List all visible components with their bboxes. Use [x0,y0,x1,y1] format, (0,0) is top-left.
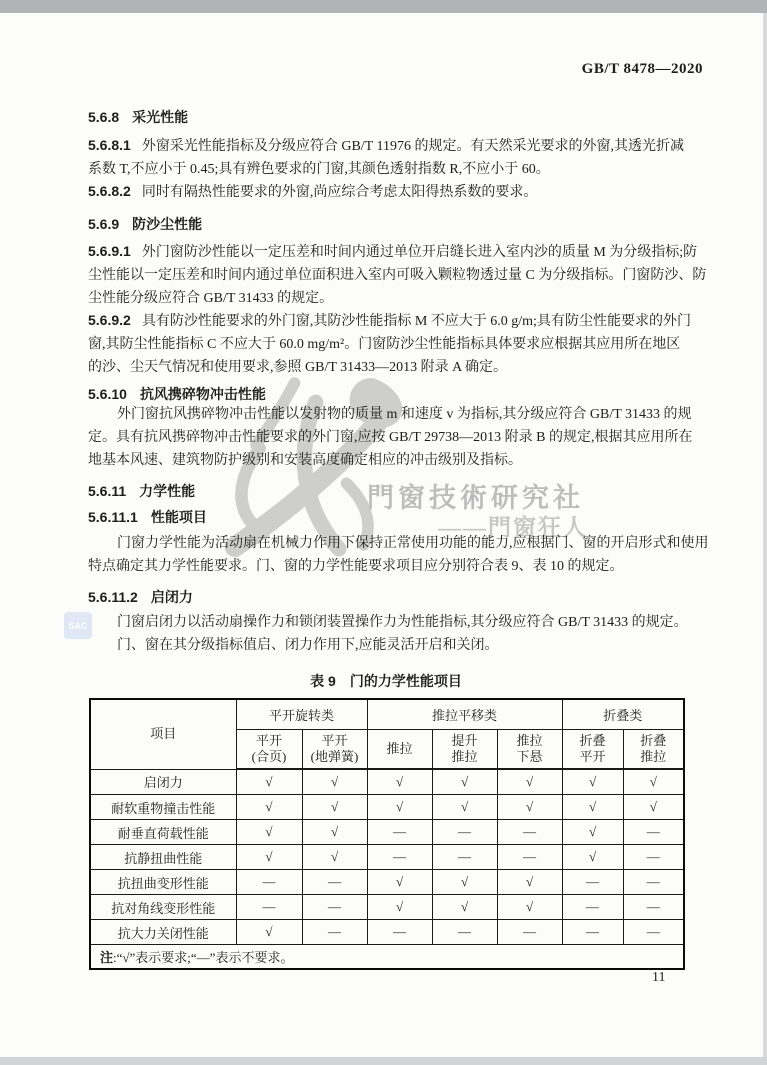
clause-text: 外门窗防沙性能以一定压差和时间内通过单位开启缝长进入室内沙的质量 M 为分级指标;防 [141,245,698,260]
row-label: 抗静扭曲性能 [90,845,236,870]
mark-cell: √ [623,769,684,795]
mark-cell: — [623,820,684,845]
mark-cell: √ [562,795,623,820]
col-group-hinged: 平开旋转类 [236,699,367,730]
mark-cell: √ [623,795,684,820]
text-line: 外门窗抗风携碎物冲击性能以发射物的质量 m 和速度 v 为指标,其分级应符合 GB/T 31433 的规 [117,407,692,422]
mark-cell: √ [367,870,432,895]
table-row [90,820,684,845]
mark-cell: — [236,895,302,920]
clause-5-6-8-2 [88,180,537,204]
heading-title: 性能项目 [150,509,207,525]
mark-cell: — [367,845,432,870]
text-line [88,309,691,333]
heading-5-6-8 [88,107,188,127]
standard-number: GB/T 8478—2020 [581,61,703,77]
table9 [89,698,685,970]
mark-cell: √ [236,845,302,870]
mark-cell: √ [562,820,623,845]
mark-cell: √ [367,895,432,920]
row-label: 抗大力关闭性能 [90,920,236,945]
table-row [90,769,684,795]
table-row [90,895,684,920]
col-group-folding: 折叠类 [562,699,684,730]
text-line: 特点确定其力学性能要求。门、窗的力学性能要求项目应分别符合表 9、表 10 的规定。 [88,559,624,574]
mark-cell: — [497,845,562,870]
clause-5-6-9-2 [88,309,691,379]
mark-cell: √ [302,845,367,870]
col-group-sliding: 推拉平移类 [367,699,562,730]
clause-number: 5.6.9.2 [88,312,131,328]
heading-number: 5.6.11.2 [88,589,138,605]
mark-cell: √ [497,870,562,895]
mark-cell: — [562,920,623,945]
mark-cell: √ [367,795,432,820]
table9-caption: 门的力学性能项目 [349,673,462,689]
col-header: 平开 (地弹簧) [302,730,367,770]
note-text: :“√”表示要求;“—”表示不要求。 [113,950,294,965]
mark-cell: — [367,920,432,945]
heading-number: 5.6.10 [88,386,127,402]
col-header: 折叠 推拉 [623,730,684,770]
clause-number: 5.6.8.1 [88,137,131,153]
mark-cell: √ [302,795,367,820]
text-line: 门窗启闭力以活动扇操作力和锁闭装置操作力为性能指标,其分级应符合 GB/T 31433 的规定。 [117,615,688,630]
watermark-sac-logo: SAC [64,612,92,639]
mark-cell: √ [432,769,497,795]
col-header: 折叠 平开 [562,730,623,770]
text-line: 门、窗在其分级指标值启、闭力作用下,应能灵活开启和关闭。 [117,638,499,653]
table9-title [89,671,683,691]
text-line: 尘性能分级应符合 GB/T 31433 的规定。 [88,291,334,306]
watermark-author-text: ——門窗狂人 [438,515,588,540]
clause-text: 同时有隔热性能要求的外窗,尚应综合考虑太阳得热系数的要求。 [141,185,538,200]
table-note [90,945,684,970]
paragraph-5-6-11-2 [88,611,688,657]
table-row [90,795,684,820]
mark-cell: — [562,895,623,920]
heading-title: 防沙尘性能 [132,216,203,232]
heading-5-6-11-1 [88,507,207,527]
heading-number: 5.6.9 [88,216,120,232]
mark-cell: — [623,845,684,870]
paragraph-5-6-11-1 [88,532,709,578]
scan-edge-right [763,13,767,1057]
row-label: 启闭力 [90,769,236,795]
text-line [88,180,537,204]
table-row [90,699,684,730]
clause-5-6-9-1 [88,240,706,310]
heading-5-6-10 [88,384,266,404]
mark-cell: √ [432,870,497,895]
scan-edge-top [0,0,767,13]
heading-5-6-9 [88,214,202,234]
mark-cell: — [623,870,684,895]
mark-cell: — [236,870,302,895]
note-label: 注 [100,950,114,965]
heading-number: 5.6.11 [88,483,127,499]
row-label: 耐垂直荷载性能 [90,820,236,845]
row-label: 耐软重物撞击性能 [90,795,236,820]
mark-cell: — [432,820,497,845]
mark-cell: √ [432,795,497,820]
watermark-studio-text: 門窗技術研究社 [367,483,584,513]
table-row [90,845,684,870]
heading-title: 抗风携碎物冲击性能 [139,386,266,402]
heading-number: 5.6.11.1 [88,509,138,525]
text-line: 地基本风速、建筑物防护级别和安装高度确定相应的冲击级别及指标。 [88,453,522,468]
mark-cell: √ [497,895,562,920]
text-line: 系数 T,不应小于 0.45;具有辨色要求的门窗,其颜色透射指数 R,不应小于 60。 [88,162,550,177]
clause-number: 5.6.9.1 [88,243,131,259]
col-header: 推拉 [367,730,432,770]
mark-cell: √ [497,769,562,795]
mark-cell: — [497,820,562,845]
page-number: 11 [652,970,666,985]
mark-cell: — [562,870,623,895]
text-line: 窗,其防尘性能指标 C 不应大于 60.0 mg/m²。门窗防沙尘性能指标具体要求应根据其应用所在地区 [88,337,681,352]
col-header: 推拉 下悬 [497,730,562,770]
table-row [90,870,684,895]
mark-cell: √ [367,769,432,795]
heading-title: 启闭力 [150,589,193,605]
heading-title: 采光性能 [132,109,189,125]
scan-edge-bottom [0,1057,767,1065]
paragraph-5-6-10 [88,403,692,472]
col-header-item: 项目 [90,699,236,769]
mark-cell: — [497,920,562,945]
mark-cell: √ [562,769,623,795]
heading-number: 5.6.8 [88,109,120,125]
col-header: 提升 推拉 [432,730,497,770]
mark-cell: — [302,895,367,920]
mark-cell: — [302,870,367,895]
heading-5-6-11 [88,481,195,501]
mark-cell: √ [236,820,302,845]
text-line: 的沙、尘天气情况和使用要求,参照 GB/T 31433—2013 附录 A 确定。 [88,360,507,375]
table9-number: 表 9 [310,673,336,689]
mark-cell: — [432,920,497,945]
heading-title: 力学性能 [139,483,196,499]
mark-cell: — [623,895,684,920]
text-line: 门窗力学性能为活动扇在机械力作用下保持正常使用功能的能力,应根据门、窗的开启形式和使用 [117,536,709,551]
mark-cell: √ [302,820,367,845]
mark-cell: √ [302,769,367,795]
mark-cell: — [367,820,432,845]
col-header: 平开 (合页) [236,730,302,770]
clause-text: 具有防沙性能要求的外门窗,其防沙性能指标 M 不应大于 6.0 g/m;具有防尘性能要求的外门 [141,314,691,329]
row-label: 抗对角线变形性能 [90,895,236,920]
mark-cell: √ [497,795,562,820]
mark-cell: √ [236,920,302,945]
mark-cell: √ [236,795,302,820]
clause-text: 外窗采光性能指标及分级应符合 GB/T 11976 的规定。有天然采光要求的外窗,其透光折减 [141,139,684,154]
mark-cell: — [432,845,497,870]
mark-cell: √ [432,895,497,920]
clause-5-6-8-1 [88,134,684,181]
mark-cell: √ [236,769,302,795]
mark-cell: — [623,920,684,945]
text-line [88,134,684,158]
text-line: 尘性能以一定压差和时间内通过单位面积进入室内可吸入颗粒物透过量 C 为分级指标。门窗防沙、防 [88,268,707,283]
mark-cell: √ [562,845,623,870]
table-row [90,920,684,945]
row-label: 抗扭曲变形性能 [90,870,236,895]
text-line [88,240,706,264]
clause-number: 5.6.8.2 [88,183,131,199]
table-note-row [90,945,684,970]
text-line: 定。具有抗风携碎物冲击性能要求的外门窗,应按 GB/T 29738—2013 附录 B 的规定,根据其应用所在 [88,430,693,445]
heading-5-6-11-2 [88,587,193,607]
mark-cell: — [302,920,367,945]
